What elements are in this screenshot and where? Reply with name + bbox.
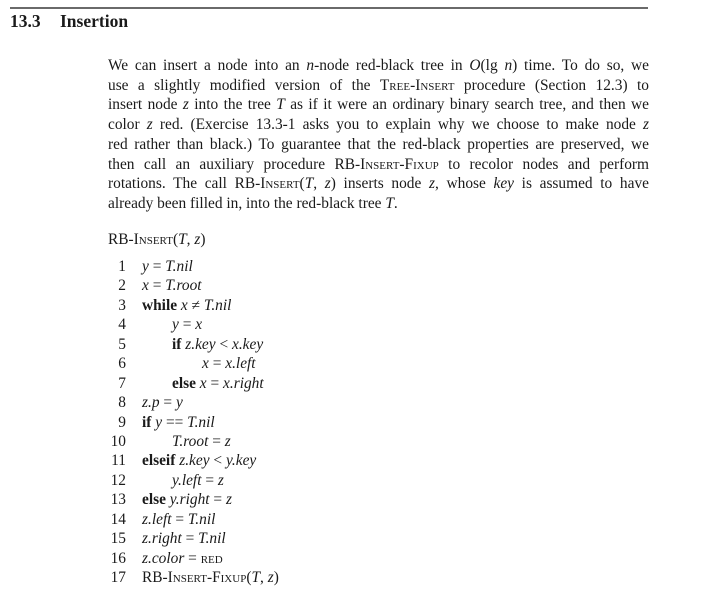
line-number: 15 <box>110 530 126 548</box>
line-number: 13 <box>110 491 126 509</box>
math-text: z <box>324 175 331 193</box>
math-text: x <box>199 374 207 392</box>
text-run: RB- <box>108 231 134 248</box>
text-run: , <box>313 175 325 193</box>
intro-paragraph <box>108 56 649 214</box>
line-code <box>172 335 263 354</box>
line-code <box>142 549 223 568</box>
text-run: red rather than black.) To guarantee that the red-black properties are preserved, we <box>108 135 649 153</box>
math-text: y <box>175 394 183 412</box>
math-text: z <box>224 432 231 450</box>
line-number: 10 <box>110 432 126 450</box>
text-run: rotations. The call RB- <box>108 175 261 193</box>
text-run: ) <box>273 569 279 586</box>
math-text: z.key <box>185 335 216 353</box>
line-code <box>172 315 202 334</box>
paragraph-line <box>108 174 649 194</box>
text-run: , whose <box>435 175 494 193</box>
line-code <box>142 413 215 432</box>
section-title: Insertion <box>60 11 129 31</box>
math-text: z <box>217 471 224 489</box>
math-text: T.nil <box>187 413 215 431</box>
math-text: z <box>429 175 435 193</box>
text-run: = <box>171 510 188 528</box>
text-run: = <box>159 394 176 412</box>
math-text: T <box>251 569 261 586</box>
section-rule <box>10 7 648 9</box>
text-run: < <box>209 452 226 470</box>
math-text: z.p <box>142 394 160 412</box>
math-text: y <box>172 316 179 334</box>
text-run: use a slightly modified version of the <box>108 76 380 94</box>
line-number: 5 <box>118 335 126 353</box>
keyword-text: else <box>172 374 196 392</box>
math-text: T.root <box>165 277 202 295</box>
math-text: y.right <box>169 491 210 509</box>
line-number: 17 <box>110 569 126 586</box>
math-text: x.left <box>225 355 256 373</box>
line-number: 9 <box>118 413 126 431</box>
line-code <box>172 471 224 490</box>
math-text: T.nil <box>165 258 193 275</box>
text-run: < <box>215 335 232 353</box>
text-run: ( <box>172 231 179 248</box>
paragraph-line <box>108 56 649 76</box>
line-code <box>142 257 193 276</box>
text-run: as if it were an ordinary binary search tree, and then we <box>284 96 649 114</box>
math-text: x <box>142 277 149 295</box>
line-number: 12 <box>110 471 126 489</box>
text-run: , <box>260 569 268 586</box>
small-caps-text: red <box>200 549 223 567</box>
math-text: z.color <box>142 549 185 567</box>
math-text: T <box>304 175 314 193</box>
text-run: into the tree <box>188 96 277 114</box>
keyword-text: elseif <box>142 452 176 470</box>
text-run: = <box>209 491 226 509</box>
text-run: already been filled in, into the red-black tree <box>108 194 386 212</box>
text-run: We can insert a node into an <box>108 57 307 74</box>
text-run: = <box>148 277 166 295</box>
text-run: . <box>393 194 398 212</box>
keyword-text: if <box>142 413 152 431</box>
line-number: 7 <box>118 374 126 392</box>
small-caps-text: Insert <box>133 231 173 248</box>
text-run: (lg <box>480 57 505 74</box>
line-number: 1 <box>118 258 126 275</box>
math-text: z <box>643 116 649 134</box>
math-text: z <box>225 491 232 509</box>
paragraph-line <box>108 155 649 175</box>
math-text: x <box>180 296 188 314</box>
math-text: n <box>306 57 315 74</box>
math-text: x.key <box>232 335 264 353</box>
math-text: x <box>202 355 209 373</box>
math-text: T <box>178 231 187 248</box>
math-text: T.nil <box>198 530 226 548</box>
section-number: 13.3 <box>10 11 41 31</box>
text-run: , <box>186 231 195 248</box>
line-code <box>172 432 231 451</box>
text-run: = <box>206 374 224 392</box>
keyword-text: if <box>172 335 182 353</box>
math-text: z <box>182 96 189 114</box>
paragraph-line <box>108 76 649 96</box>
line-code <box>142 451 256 470</box>
math-text: z <box>194 231 201 248</box>
math-text: z.key <box>179 452 210 470</box>
math-text: z <box>267 569 274 586</box>
small-caps-text: Insert <box>260 175 300 193</box>
text-run: = <box>178 316 196 334</box>
math-text: y.key <box>225 452 257 470</box>
line-code <box>142 529 226 548</box>
line-code <box>142 490 232 509</box>
small-caps-text: Tree-Insert <box>379 76 455 94</box>
text-run: ) inserts node <box>330 175 429 193</box>
math-text: n <box>504 57 513 74</box>
line-number: 6 <box>118 355 126 373</box>
text-run: = <box>181 530 199 548</box>
text-run: to recolor nodes and perform <box>438 155 649 173</box>
line-code <box>142 296 231 315</box>
math-text: T.nil <box>203 296 232 314</box>
math-text: x <box>195 316 203 334</box>
text-run: is assumed to have <box>514 175 649 193</box>
line-number: 4 <box>118 316 126 334</box>
paragraph-line <box>108 135 649 155</box>
text-run: = <box>148 258 166 275</box>
text-run: ( <box>299 175 305 193</box>
small-caps-text: Insert-Fixup <box>360 155 439 173</box>
text-run: ( <box>246 569 252 586</box>
math-text: T <box>276 96 285 114</box>
text-run: procedure (Section 12.3) to <box>454 76 649 94</box>
line-code <box>142 393 183 412</box>
text-run: then call an auxiliary procedure RB- <box>108 155 361 173</box>
paragraph-line <box>108 194 649 214</box>
math-text: z <box>146 116 153 134</box>
line-number: 16 <box>110 549 126 567</box>
line-number: 2 <box>118 277 126 295</box>
line-number: 14 <box>110 510 126 528</box>
math-text: y <box>155 413 163 431</box>
text-run: color <box>108 116 147 134</box>
text-run: = <box>201 471 218 489</box>
text-run: == <box>162 413 188 431</box>
text-run: red. (Exercise 13.3-1 asks you to explain why we choose to make node <box>152 116 643 134</box>
section-heading <box>10 11 128 32</box>
paragraph-line <box>108 95 649 115</box>
math-text: T <box>385 194 394 212</box>
text-run: ≠ <box>187 296 204 314</box>
line-code <box>142 276 202 295</box>
math-text: y.left <box>172 471 202 489</box>
keyword-text: else <box>142 491 166 509</box>
small-caps-text: Insert-Fixup <box>167 569 247 586</box>
text-run: RB- <box>142 569 168 586</box>
text-run: insert node <box>108 96 183 114</box>
paragraph-line <box>108 115 649 135</box>
math-text: x.right <box>223 374 264 392</box>
line-number: 8 <box>118 394 126 412</box>
text-run: = <box>208 355 226 373</box>
text-run: = <box>208 432 225 450</box>
math-text: z.left <box>142 510 172 528</box>
text-run: -node red-black tree in <box>314 57 470 74</box>
math-text: O <box>469 57 481 74</box>
math-text: y <box>142 258 149 275</box>
keyword-text: while <box>142 296 178 314</box>
math-text: T.nil <box>187 510 216 528</box>
line-code <box>172 374 264 393</box>
math-text: key <box>493 175 515 193</box>
line-number: 3 <box>118 296 126 314</box>
math-text: z.right <box>142 530 182 548</box>
line-code <box>202 354 256 373</box>
text-run: ) time. To do so, we <box>512 57 650 74</box>
math-text: T.root <box>172 432 209 450</box>
text-run: ) <box>200 231 206 248</box>
text-run: = <box>184 549 201 567</box>
line-code <box>142 568 279 587</box>
procedure-title <box>108 231 206 249</box>
line-number: 11 <box>111 452 126 470</box>
line-code <box>142 510 215 529</box>
